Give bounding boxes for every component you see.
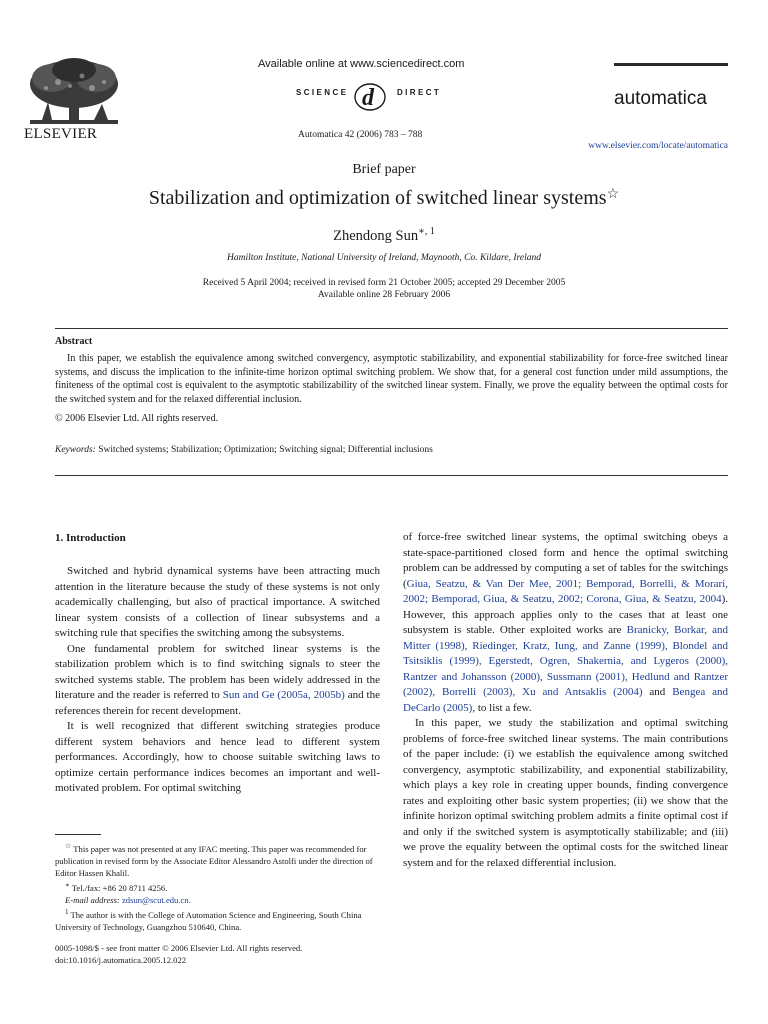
paper-title [0, 186, 768, 210]
intro-paragraph-1: Switched and hybrid dynamical systems have been attracting much attention in the literature because the study of these systems is not only academically challenging, but also of practical importance. A switched linear system consists of a collection of linear subsystems and a switching rule that specifies the switching among the subsystems. [55, 565, 380, 639]
elsevier-tree-logo [22, 56, 126, 130]
paper-title-text: Stabilization and optimization of switched linear systems [148, 187, 607, 209]
journal-rule [614, 63, 728, 66]
citation-link-sun-ge[interactable]: Sun and Ge (2005a, 2005b) [222, 689, 345, 701]
footnote-email: E-mail address: zdsun@scut.edu.cn. [65, 894, 191, 905]
sd-mark-text: d [362, 85, 377, 111]
sciencedirect-logo [296, 79, 468, 113]
footnote-3: $^1$ The author is with the College of Automation Science and Engineering, South China University of Technology, Guangzhou 510640, China. [55, 907, 362, 932]
issn-line: 0005-1098/$ - see front matter © 2006 Elsevier Ltd. All rights reserved. [55, 943, 303, 953]
citation-link-bengea[interactable]: Bengea and DeCarlo (2005) [403, 686, 729, 714]
received-dates: Received 5 April 2004; received in revised form 21 October 2005; accepted 29 December 2005 [202, 278, 566, 288]
footnote-2: ∗ Tel./fax: +86 20 8711 4256. [65, 880, 168, 893]
abstract-heading: Abstract [55, 336, 93, 347]
author-email-link[interactable]: zdsun@scut.edu.cn. [121, 894, 191, 905]
right-column [403, 530, 728, 871]
footnotes [55, 840, 380, 933]
keywords-label: Keywords: [55, 445, 96, 455]
citation-link-group-2[interactable]: Branicky, Borkar, and Mitter (1998), Riedinger, Kratz, Iung, and Zanne (1999), Blondel and Tsitsiklis (1999), Egerstedt, Ogren, Shakernia, and Lygeros (2000), Rantzer and Johansson (2000), Sussmann (2001), Hedlund and Rantzer (2002), Borrelli (2003), Xu and Antsaklis (2004) [403, 624, 728, 698]
journal-citation: Automatica 42 (2006) 783 – 788 [298, 130, 423, 140]
author-footnote-marks[interactable]: ∗, 1 [418, 226, 435, 237]
footnote-rule [55, 834, 101, 835]
affiliation: Hamilton Institute, National University of Ireland, Maynooth, Co. Kildare, Ireland [226, 253, 541, 263]
keywords-list: Switched systems; Stabilization; Optimization; Switching signal; Differential inclusions [98, 445, 433, 455]
journal-name: automatica [614, 88, 707, 109]
title-footnote-star[interactable]: ☆ [606, 187, 620, 202]
publisher-name: ELSEVIER [24, 126, 98, 142]
available-date: Available online 28 February 2006 [317, 290, 451, 300]
intro-paragraph-3: It is well recognized that different switching strategies produce different system behaviors and hence lead to different system performances. Accordingly, how to choose suitable switching laws to optimize certain performance indices becomes an important and well-motivated problem. For optimal switching [55, 720, 380, 794]
abstract-text: In this paper, we establish the equivalence among switched convergency, asymptotic stabilizability, and exponential stabilizability for force-free switched linear systems, and discuss the implication to the infinite-time horizon optimal switching problem. We show that, for a general cost function under mild assumptions, the finiteness of the optimal cost is equivalent to the asymptotic stabilizability of the switched linear system. Finally, we prove the equality between the optimal costs for the switched system and for the relaxed differential inclusion. [55, 353, 728, 405]
footnote-1: ☆ This paper was not presented at any IFAC meeting. This paper was recommended for publication in revised form by the Associate Editor Alessandro Astolfi under the direction of Editor Hassen Khalil. [55, 842, 373, 878]
paper-type: Brief paper [352, 162, 416, 177]
citation-link-group-1[interactable]: Giua, Seatzu, & Van Der Mee, 2001; Bemporad, Borrelli, & Morari, 2002; Bemporad, Giua, & Seatzu, 2002; Corona, Giua, & Seatzu, 2004 [403, 577, 728, 605]
section-heading-introduction: 1. Introduction [55, 532, 126, 544]
left-column [55, 564, 380, 797]
article-dates [0, 277, 768, 301]
journal-url-link[interactable]: www.elsevier.com/locate/automatica [588, 141, 728, 151]
abstract-bottom-rule [55, 475, 728, 476]
intro-paragraph-2: One fundamental problem for switched linear systems is the stabilization problem which is to find switching signals to steer the switched systems stable. The problem has been widely addressed in the literature and the reader is referred to Sun and Ge (2005a, 2005b) and the references therein for recent development. [55, 642, 380, 717]
abstract-body [55, 352, 728, 406]
abstract-top-rule [55, 328, 728, 329]
sd-left-text: SCIENCE [296, 88, 349, 97]
intro-paragraph-5: In this paper, we study the stabilization and optimal switching problems of force-free switched linear systems. The main contributions of the paper include: (i) we establish the equivalence among switched convergency, asymptotic stabilizability, and exponential stabilizability, which plays a key role in creating upper bounds, finding convergence rates and exploiting other basic system properties; (ii) we show that the infinite horizon optimal switching problem admits a finite optimal cost if and only if the switched system is asymptotically stabilizable; and (iii) we prove the equality between the optimal costs for the switched linear system and for the relaxed differential inclusion. [403, 717, 728, 869]
sd-right-text: DIRECT [397, 88, 442, 97]
keywords [55, 445, 728, 455]
front-matter [55, 942, 380, 966]
doi-line: doi:10.1016/j.automatica.2005.12.022 [55, 955, 187, 965]
intro-paragraph-4: of force-free switched linear systems, the optimal switching obeys a state-space-partitioned closed form and hence the optimal switching problem can be addressed by computing a set of tables for the switchings (Giua, Seatzu, & Van Der Mee, 2001; Bemporad, Borrelli, & Morari, 2002; Bemporad, Giua, & Seatzu, 2002; Corona, Giua, & Seatzu, 2004). However, this approach applies only to the cases that at least one subsystem is stable. Other exploited works are Branicky, Borkar, and Mitter (1998), Riedinger, Kratz, Iung, and Zanne (1999), Blondel and Tsitsiklis (1999), Egerstedt, Ogren, Shakernia, and Lygeros (2000), Rantzer and Johansson (2000), Sussmann (2001), Hedlund and Rantzer (2002), Borrelli (2003), Xu and Antsaklis (2004) and Bengea and DeCarlo (2005), to list a few. [403, 531, 729, 714]
author [0, 226, 768, 245]
abstract-copyright: © 2006 Elsevier Ltd. All rights reserved. [55, 413, 219, 424]
sciencedirect-at-icon [349, 79, 391, 113]
available-online-text[interactable]: Available online at www.sciencedirect.com [258, 58, 465, 70]
author-name: Zhendong Sun [333, 228, 419, 244]
